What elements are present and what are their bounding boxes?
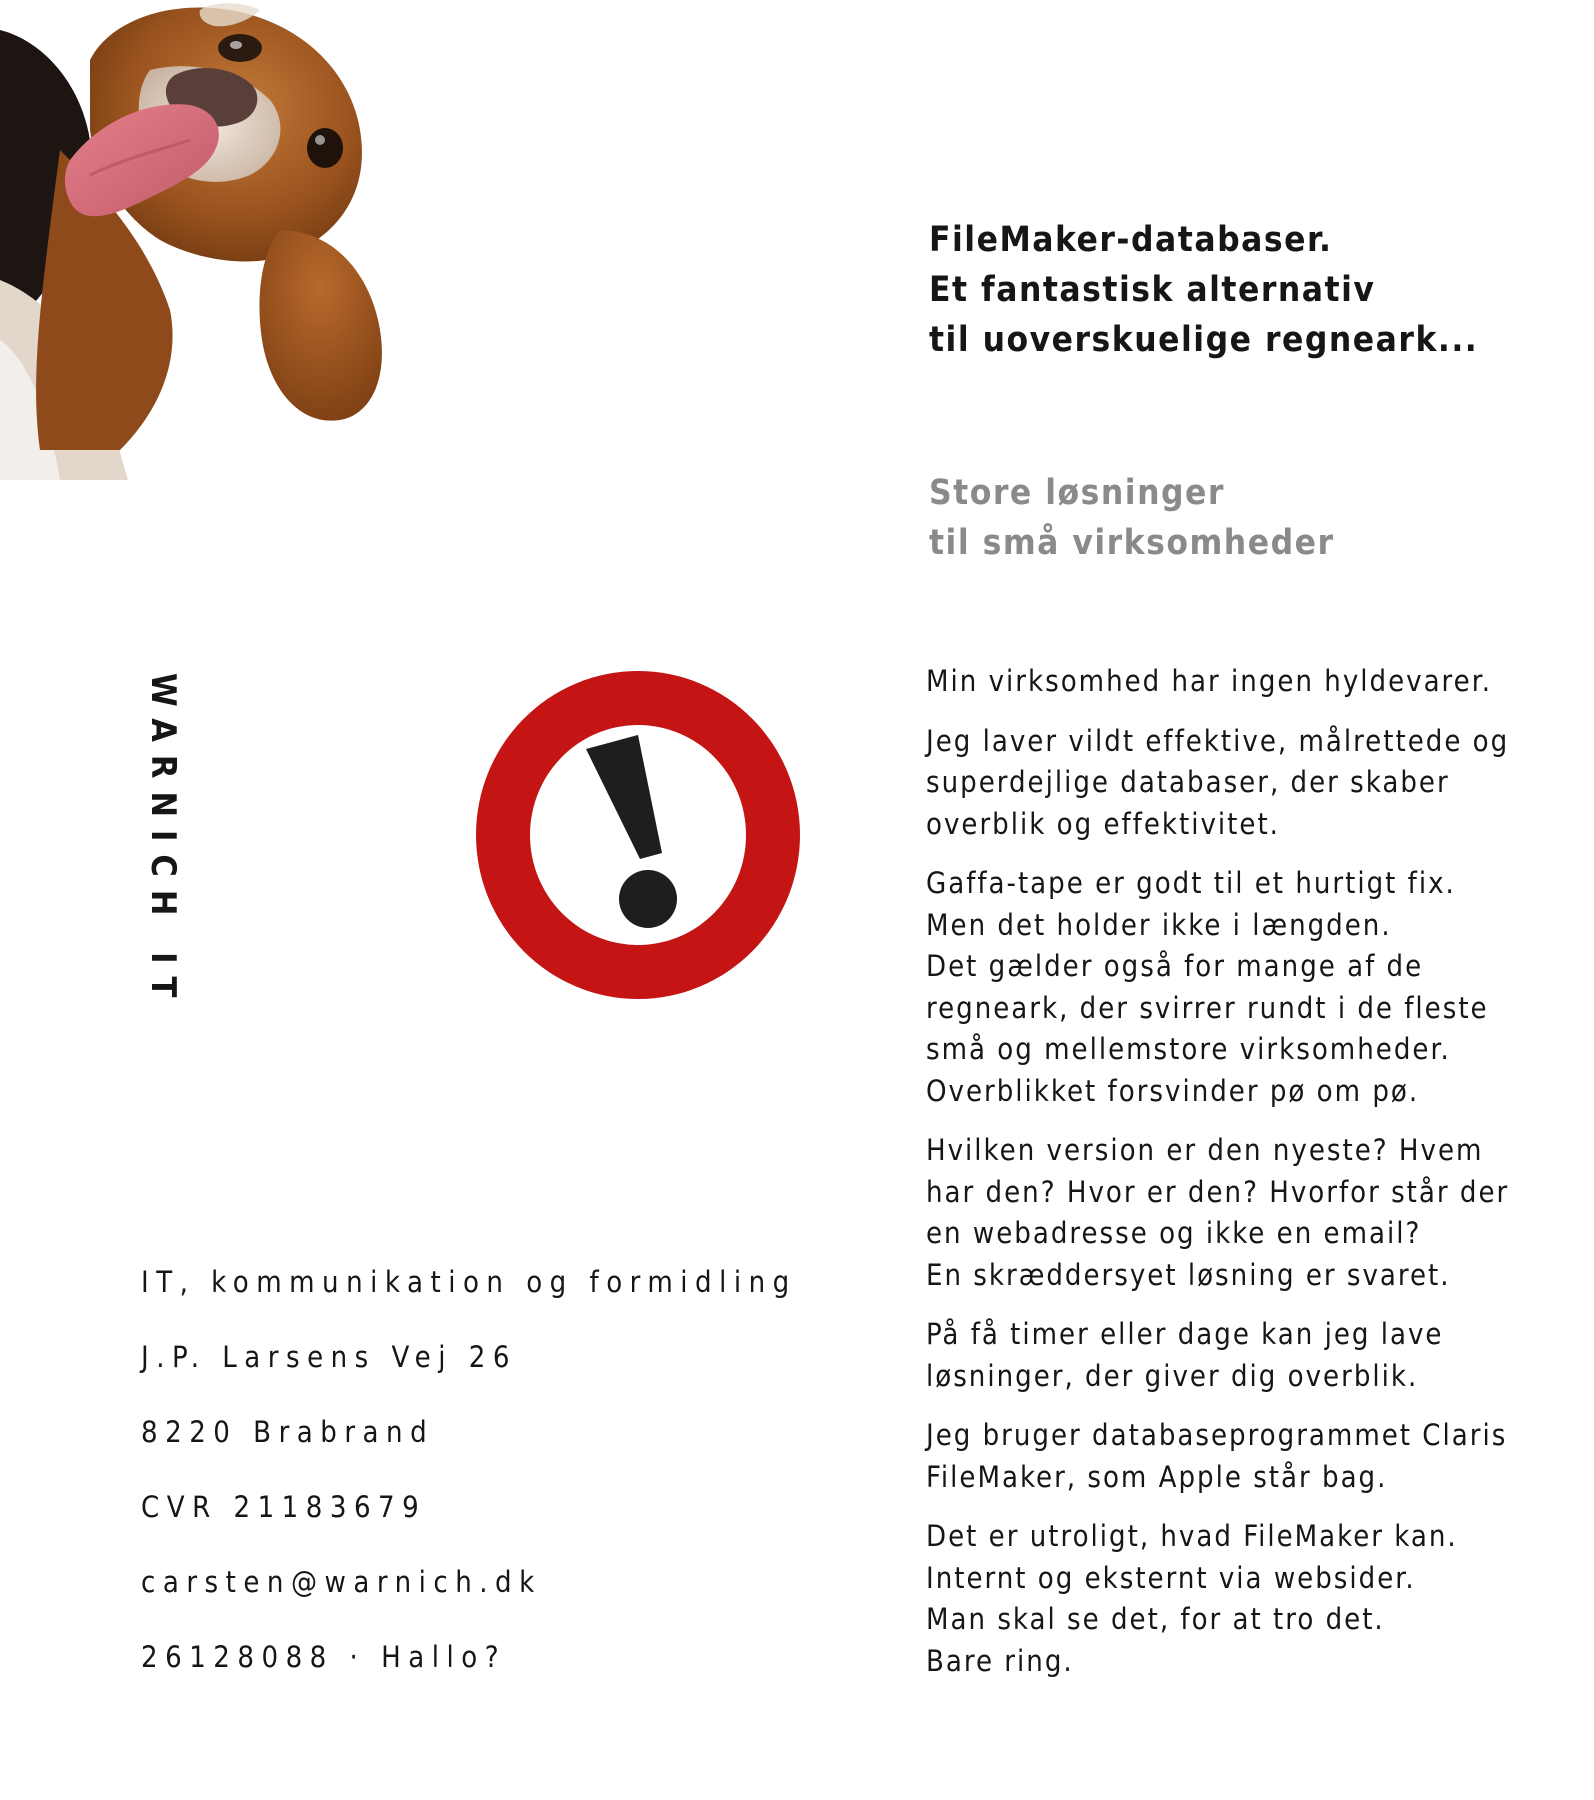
- body-line: har den? Hvor er den? Hvorfor står der: [926, 1174, 1510, 1209]
- headline-line: FileMaker-databaser.: [929, 220, 1333, 260]
- body-line: Gaffa-tape er godt til et hurtigt fix.: [926, 866, 1456, 900]
- body-line: På få timer eller dage kan jeg lave: [926, 1317, 1444, 1351]
- body-paragraph: [926, 1130, 1566, 1296]
- body-paragraph: [926, 863, 1566, 1112]
- contact-tagline: IT, kommunikation og formidling: [141, 1265, 797, 1299]
- headline: [929, 215, 1549, 365]
- body-paragraph: [926, 1314, 1566, 1397]
- body-line: overblik og effektivitet.: [926, 806, 1280, 841]
- body-line: FileMaker, som Apple står bag.: [926, 1459, 1388, 1494]
- body-line: Jeg laver vildt effektive, målrettede og: [926, 723, 1510, 758]
- body-line: løsninger, der giver dig overblik.: [926, 1358, 1419, 1393]
- body-line: En skræddersyet løsning er svaret.: [926, 1257, 1451, 1292]
- contact-city: 8220 Brabrand: [141, 1415, 435, 1449]
- subheadline-line: til små virksomheder: [929, 523, 1335, 563]
- warning-exclamation-icon: [476, 671, 800, 999]
- body-text: [926, 661, 1566, 1700]
- contact-street: J.P. Larsens Vej 26: [141, 1340, 517, 1374]
- body-paragraph: [926, 1415, 1566, 1498]
- subheadline-line: Store løsninger: [929, 473, 1225, 513]
- body-line: Men det holder ikke i længden.: [926, 907, 1392, 942]
- body-line: Det gælder også for mange af de: [926, 949, 1424, 983]
- body-line: Hvilken version er den nyeste? Hvem: [926, 1133, 1484, 1167]
- contact-email[interactable]: carsten@warnich.dk: [141, 1565, 542, 1599]
- body-line: en webadresse og ikke en email?: [926, 1216, 1422, 1250]
- body-line: Det er utroligt, hvad FileMaker kan.: [926, 1519, 1458, 1553]
- body-paragraph: [926, 721, 1566, 846]
- brand-name: WARNICH IT: [143, 673, 183, 1011]
- dog-photo: [0, 0, 440, 480]
- contact-info: [141, 1262, 797, 1712]
- subheadline: [929, 468, 1549, 568]
- body-line: Jeg bruger databaseprogrammet Claris: [926, 1418, 1508, 1452]
- body-line: superdejlige databaser, der skaber: [926, 765, 1450, 799]
- contact-phone[interactable]: 26128088 · Hallo?: [141, 1640, 507, 1674]
- body-line: Internt og eksternt via websider.: [926, 1560, 1416, 1595]
- body-line: regneark, der svirrer rundt i de fleste: [926, 990, 1489, 1025]
- headline-line: til uoverskuelige regneark...: [929, 320, 1479, 360]
- contact-cvr: CVR 21183679: [141, 1490, 427, 1524]
- body-paragraph: [926, 661, 1566, 703]
- body-line: Bare ring.: [926, 1643, 1074, 1678]
- body-paragraph: [926, 1516, 1566, 1682]
- headline-line: Et fantastisk alternativ: [929, 270, 1376, 310]
- body-line: små og mellemstore virksomheder.: [926, 1032, 1451, 1066]
- body-line: Overblikket forsvinder pø om pø.: [926, 1073, 1420, 1108]
- body-line: Man skal se det, for at tro det.: [926, 1602, 1385, 1636]
- body-line: Min virksomhed har ingen hyldevarer.: [926, 664, 1493, 698]
